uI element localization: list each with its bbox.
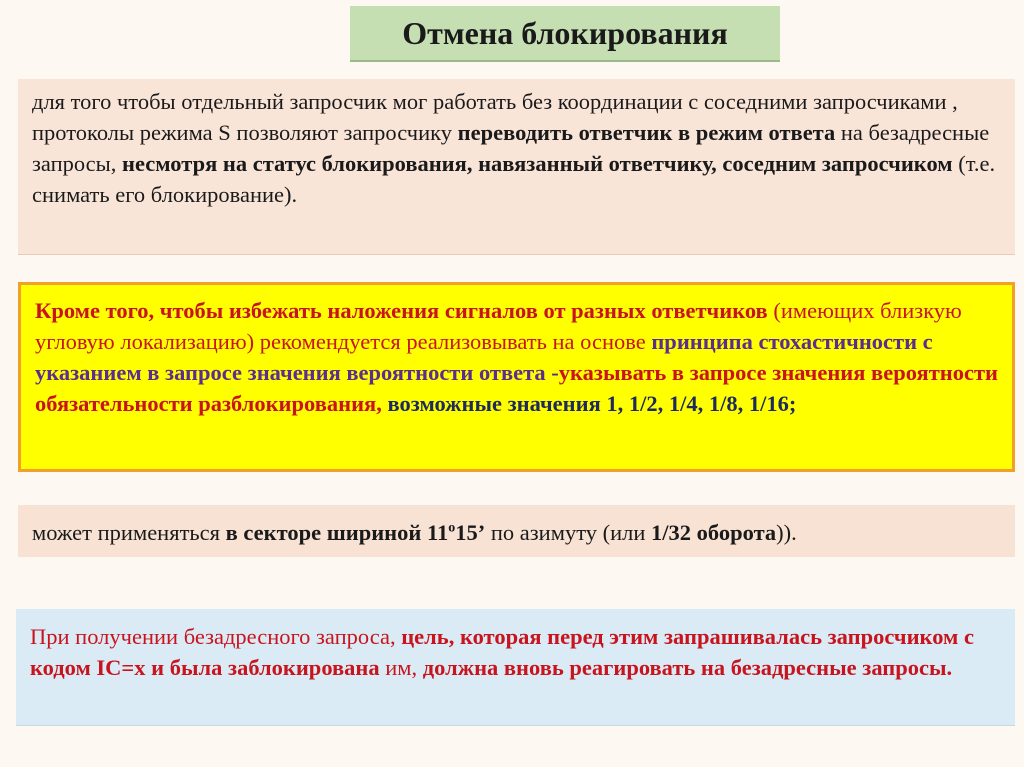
text-run: для того чтобы отдельный запросчик мог работать без координации с соседними запросчиками , протоколы режима S позволяют запросчику [32, 89, 958, 145]
title-box [350, 6, 780, 62]
paragraph-coordination-text [32, 86, 1001, 210]
text-run-bold: в секторе шириной 11 [225, 520, 449, 545]
text-run-bold-red: должна вновь реагировать на безадресные запросы. [422, 655, 953, 680]
paragraph-unaddressed [16, 609, 1015, 726]
paragraph-sector [18, 505, 1015, 557]
slide-title: Отмена блокирования [402, 14, 728, 51]
text-run: на безадресные запросы, [32, 120, 990, 176]
paragraph-unaddressed-text [30, 621, 1001, 683]
degree-mark: о [448, 520, 456, 536]
paragraph-stochastic-text [35, 295, 998, 419]
text-run-bold-purple: принципа стохастичности с указанием в запросе значения вероятности ответа - [35, 329, 933, 385]
text-run: )). [776, 520, 797, 545]
text-run-bold-red: указывать в запросе значения вероятности обязательности разблокирования, [35, 360, 998, 416]
text-run-bold: переводить ответчик в режим ответа [457, 120, 836, 145]
text-run: может применяться [32, 520, 226, 545]
text-run: по азимуту (или [485, 520, 652, 545]
paragraph-stochastic [18, 282, 1015, 472]
text-run-bold-red: Кроме того, чтобы избежать наложения сигналов от разных ответчиков [35, 298, 768, 323]
text-run-bold-red: цель, которая перед этим запрашивалась запросчиком с кодом IC=x и была заблокирована [30, 624, 974, 680]
paragraph-coordination [18, 79, 1015, 255]
text-run-bold: возможные значения 1, 1/2, 1/4, 1/8, 1/16; [381, 391, 797, 416]
paragraph-sector-text [32, 517, 1001, 548]
text-run-bold: 15’ [455, 520, 486, 545]
text-run-red: (имеющих близкую угловую локализацию) рекомендуется реализовывать на основе [35, 298, 962, 354]
text-run-bold: несмотря на статус блокирования, навязанный ответчику, соседним запросчиком [122, 151, 953, 176]
text-run-red: При получении безадресного запроса, [30, 624, 402, 649]
text-run-bold: 1/32 оборота [651, 520, 777, 545]
text-run: (т.е. снимать его блокирование). [32, 151, 996, 207]
text-run-red: им, [379, 655, 423, 680]
